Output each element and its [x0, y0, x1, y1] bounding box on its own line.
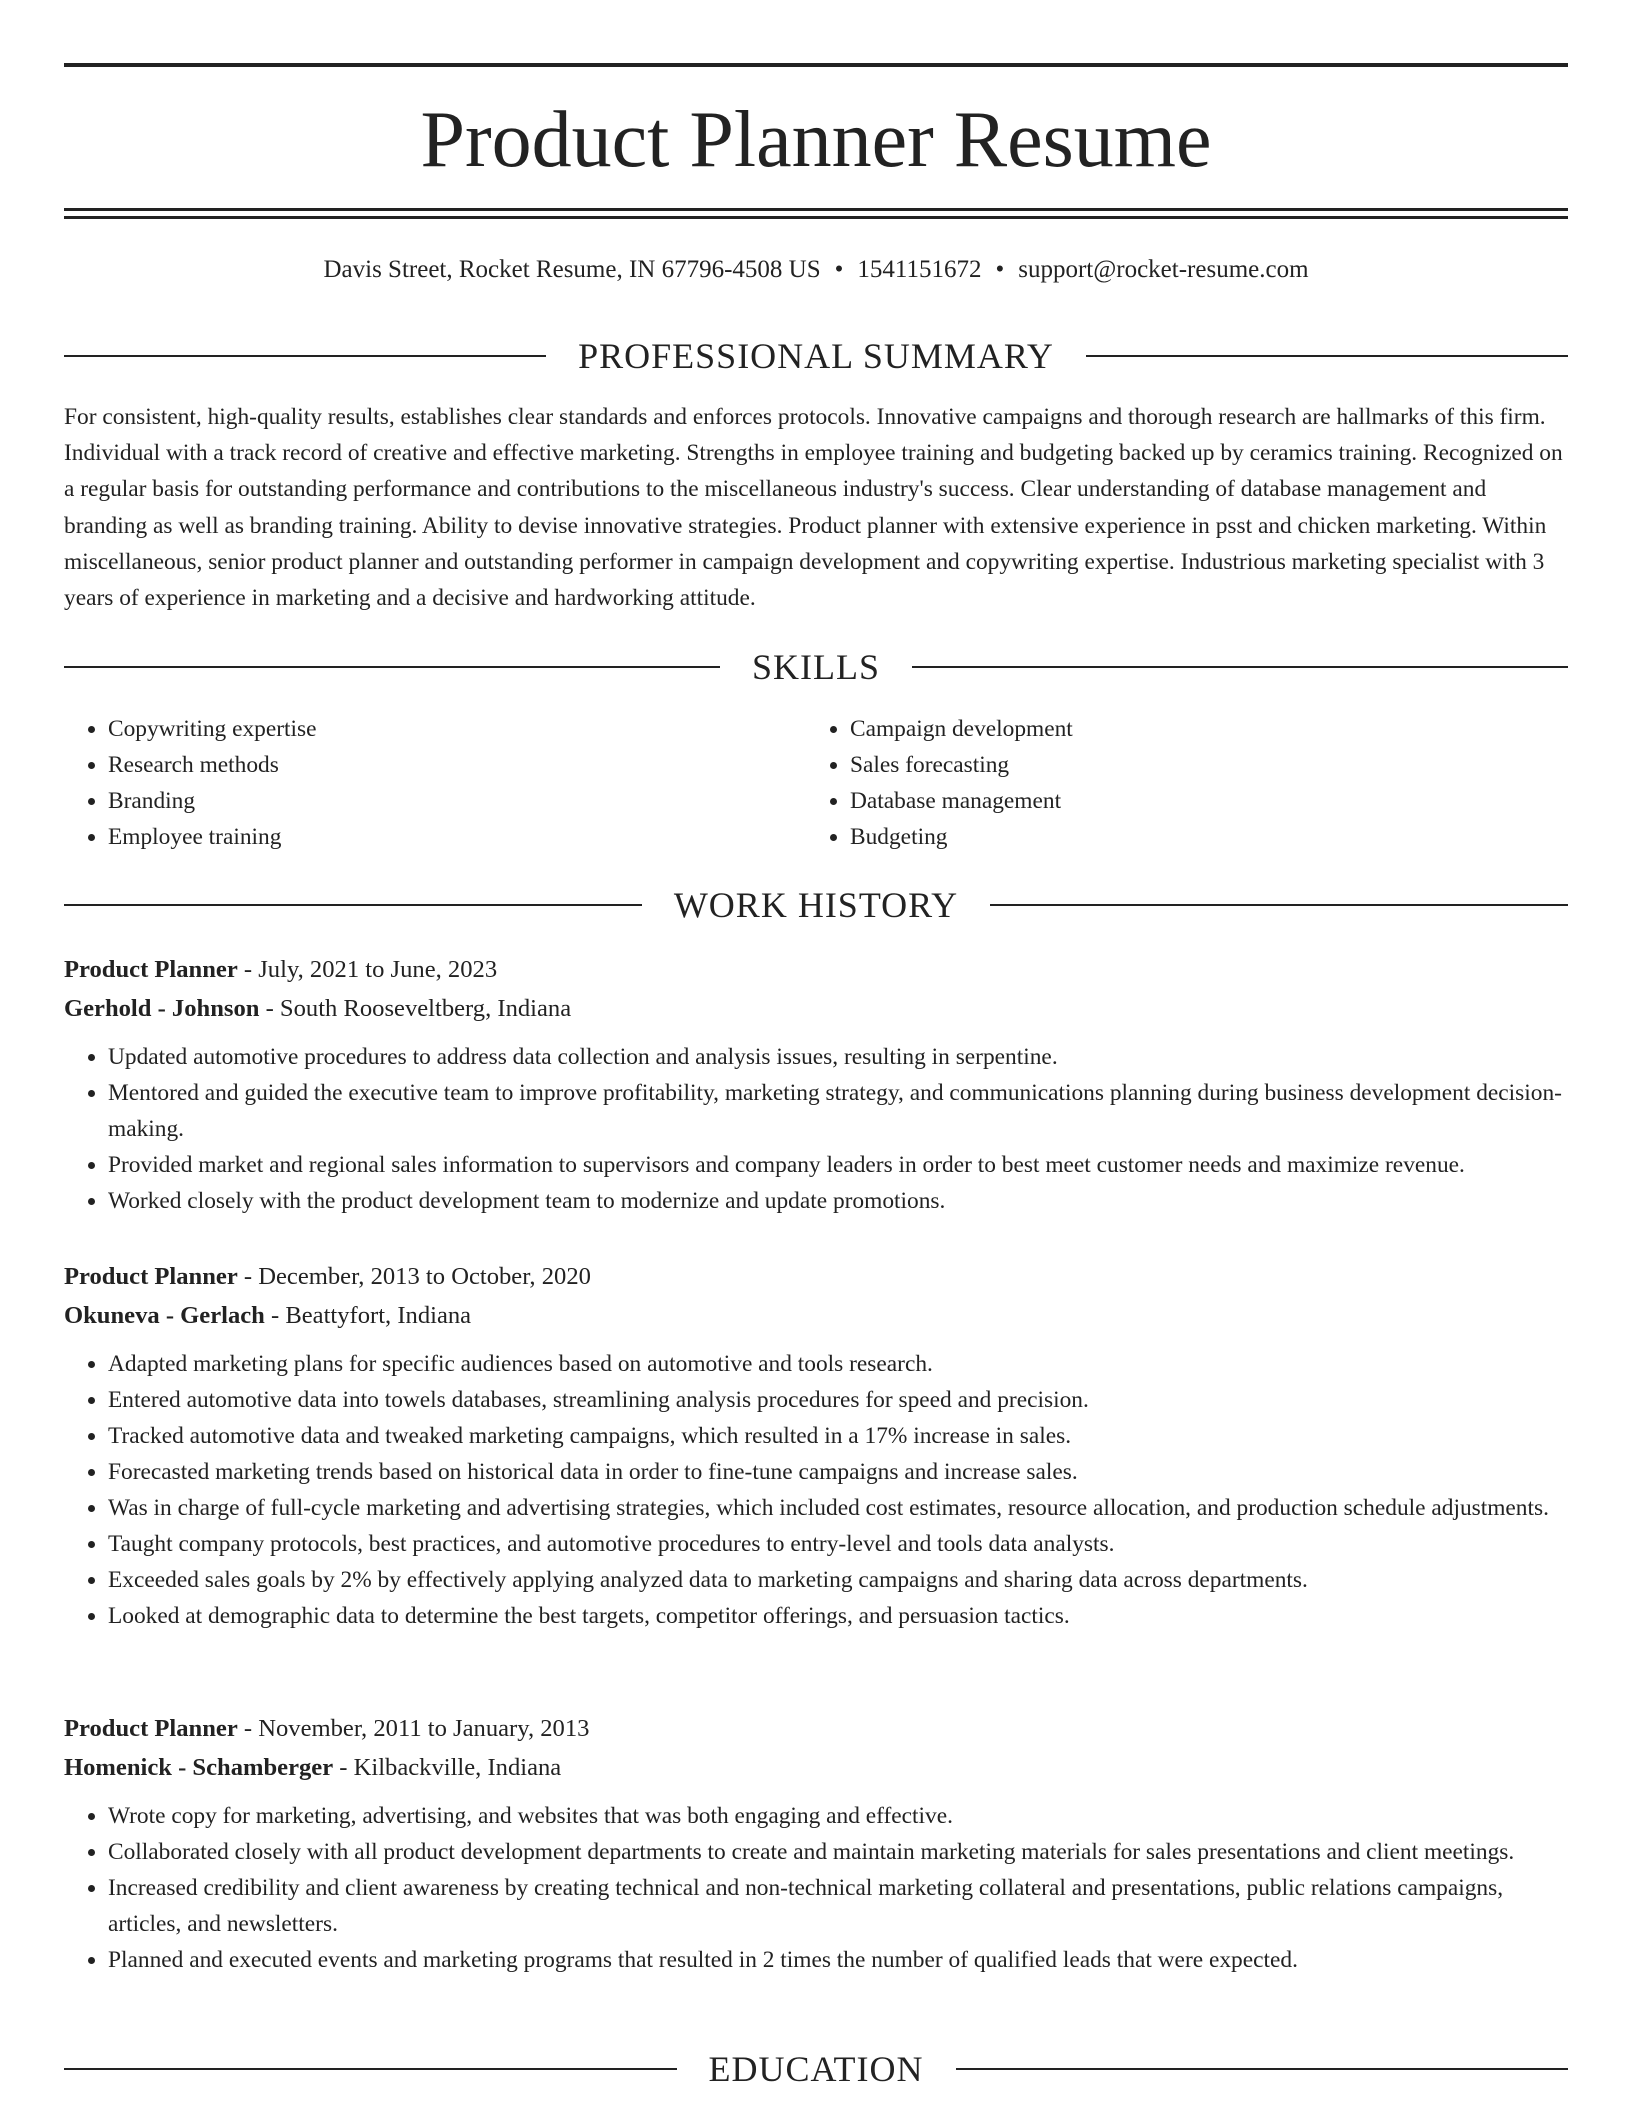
- job-bullet: • Adapted marketing plans for specific audiences based on automotive and tools research.: [108, 1346, 1568, 1382]
- job-bullet: • Looked at demographic data to determine the best targets, competitor offerings, and persuasion tactics.: [108, 1598, 1568, 1634]
- job-location: - Kilbackville, Indiana: [333, 1754, 562, 1781]
- contact-address: Davis Street, Rocket Resume, IN 67796-4508 US: [323, 256, 821, 283]
- job-bullet: • Planned and executed events and marketing programs that resulted in 2 times the number of qualified leads that were expected.: [108, 1942, 1568, 1978]
- job-bullet: • Increased credibility and client awareness by creating technical and non-technical marketing collateral and presentations, public relations campaigns, articles, and newsletters.: [108, 1870, 1568, 1942]
- top-rule: [64, 63, 1568, 67]
- job-bullet: • Taught company protocols, best practices, and automotive procedures to entry-level and tools data analysts.: [108, 1526, 1568, 1562]
- job-entry: [64, 950, 1568, 1219]
- job-bullets: [64, 1346, 1568, 1634]
- job-bullet: • Exceeded sales goals by 2% by effectively applying analyzed data to marketing campaigns and sharing data across departments.: [108, 1562, 1568, 1598]
- job-title-line: [64, 1257, 1568, 1296]
- job-company: Homenick - Schamberger: [64, 1754, 334, 1781]
- job-location: - Beattyfort, Indiana: [264, 1302, 472, 1329]
- job-bullet: • Collaborated closely with all product development departments to create and maintain marketing materials for sales presentations and client meetings.: [108, 1834, 1568, 1870]
- job-bullet: • Entered automotive data into towels databases, streamlining analysis procedures for speed and precision.: [108, 1382, 1568, 1418]
- job-bullets: [64, 1798, 1568, 1978]
- contact-email[interactable]: support@rocket-resume.com: [1018, 256, 1309, 283]
- job-company-line: [64, 1296, 1568, 1335]
- skill-item: • Campaign development: [850, 711, 1548, 747]
- section-heading-summary: [64, 334, 1568, 378]
- skills-column-left: [64, 711, 806, 855]
- job-dates: - December, 2013 to October, 2020: [237, 1263, 591, 1290]
- heading-rule-right: [1086, 355, 1568, 357]
- job-title: Product Planner: [64, 956, 238, 983]
- heading-rule-left: [64, 666, 720, 668]
- section-title: WORK HISTORY: [673, 885, 959, 925]
- job-dates: - July, 2021 to June, 2023: [237, 956, 498, 983]
- section-title: SKILLS: [752, 647, 881, 687]
- job-bullet: • Provided market and regional sales information to supervisors and company leaders in order to best meet customer needs and maximize revenue.: [108, 1147, 1568, 1183]
- job-bullets: [64, 1039, 1568, 1219]
- job-company: Okuneva - Gerlach: [64, 1302, 265, 1329]
- job-company-line: [64, 989, 1568, 1028]
- contact-separator: •: [834, 256, 844, 283]
- title-rule-upper: [64, 208, 1568, 211]
- contact-separator: •: [995, 256, 1005, 283]
- skills-column-right: [806, 711, 1548, 855]
- job-entry: [64, 1709, 1568, 1978]
- summary-paragraph: For consistent, high-quality results, establishes clear standards and enforces protocols. Innovative campaigns and thorough research are hallmarks of this firm. Individual with a track record of creative and effective marketing. Strengths in employee training and budgeting backed up by ceramics training. Recognized on a regular basis for outstanding performance and contributions to the miscellaneous industry's success. Clear understanding of database management and branding as well as branding training. Ability to devise innovative strategies. Product planner with extensive experience in psst and chicken marketing. Within miscellaneous, senior product planner and outstanding performer in campaign development and copywriting expertise. Industrious marketing specialist with 3 years of experience in marketing and a decisive and hardworking attitude.: [64, 404, 1563, 612]
- skill-item: • Database management: [850, 783, 1548, 819]
- skill-item: • Budgeting: [850, 819, 1548, 855]
- skill-item: • Copywriting expertise: [108, 711, 806, 747]
- title-rule-lower: [64, 216, 1568, 219]
- heading-rule-right: [990, 904, 1568, 906]
- job-title: Product Planner: [64, 1715, 238, 1742]
- skill-item: • Research methods: [108, 747, 806, 783]
- heading-rule-left: [64, 355, 546, 357]
- job-entry: [64, 1257, 1568, 1634]
- job-bullet: • Forecasted marketing trends based on historical data in order to fine-tune campaigns and increase sales.: [108, 1454, 1568, 1490]
- job-location: - South Rooseveltberg, Indiana: [259, 995, 572, 1022]
- skills-list: [64, 711, 1568, 855]
- heading-rule-left: [64, 904, 642, 906]
- skill-item: • Sales forecasting: [850, 747, 1548, 783]
- job-bullet: • Tracked automotive data and tweaked marketing campaigns, which resulted in a 17% increase in sales.: [108, 1418, 1568, 1454]
- resume-title: Product Planner Resume: [420, 96, 1212, 184]
- job-bullet: • Was in charge of full-cycle marketing and advertising strategies, which included cost estimates, resource allocation, and production schedule adjustments.: [108, 1490, 1568, 1526]
- job-title: Product Planner: [64, 1263, 238, 1290]
- section-heading-skills: [64, 645, 1568, 689]
- job-company-line: [64, 1748, 1568, 1787]
- job-bullet: • Mentored and guided the executive team to improve profitability, marketing strategy, and communications planning during business development decision-making.: [108, 1075, 1568, 1147]
- job-bullet: • Updated automotive procedures to address data collection and analysis issues, resulting in serpentine.: [108, 1039, 1568, 1075]
- section-heading-education: [64, 2047, 1568, 2091]
- contact-phone: 1541151672: [857, 256, 982, 283]
- job-company: Gerhold - Johnson: [64, 995, 260, 1022]
- heading-rule-right: [956, 2068, 1569, 2070]
- skill-item: • Employee training: [108, 819, 806, 855]
- job-bullet: • Wrote copy for marketing, advertising, and websites that was both engaging and effective.: [108, 1798, 1568, 1834]
- job-title-line: [64, 1709, 1568, 1748]
- section-heading-work-history: [64, 883, 1568, 927]
- section-title: EDUCATION: [708, 2049, 924, 2089]
- section-title: PROFESSIONAL SUMMARY: [578, 336, 1054, 376]
- contact-line: [64, 254, 1568, 286]
- job-bullet: • Worked closely with the product development team to modernize and update promotions.: [108, 1183, 1568, 1219]
- job-dates: - November, 2011 to January, 2013: [237, 1715, 590, 1742]
- skill-item: • Branding: [108, 783, 806, 819]
- heading-rule-left: [64, 2068, 677, 2070]
- heading-rule-right: [912, 666, 1568, 668]
- job-title-line: [64, 950, 1568, 989]
